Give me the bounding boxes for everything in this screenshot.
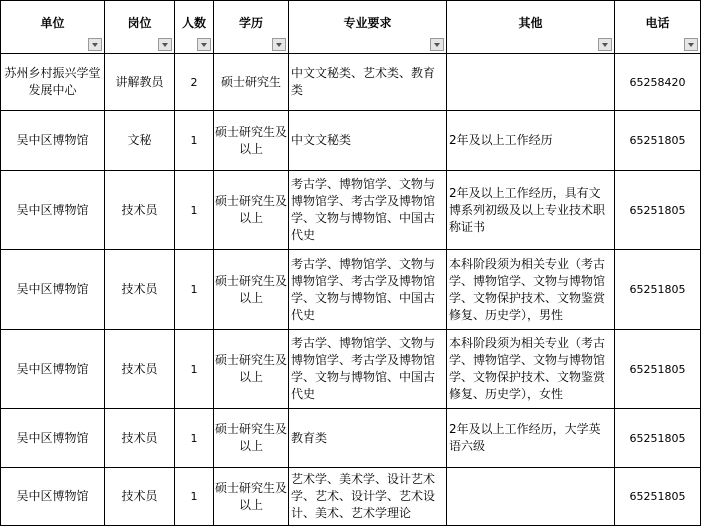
cell-position[interactable]: 技术员	[105, 468, 175, 526]
cell-education[interactable]: 硕士研究生及以上	[214, 468, 289, 526]
header-row	[1, 1, 701, 54]
header-unit	[1, 1, 105, 54]
filter-dropdown-button[interactable]	[158, 38, 172, 51]
chevron-down-icon	[162, 43, 168, 47]
table-row	[1, 54, 701, 111]
cell-phone[interactable]: 65251805	[615, 250, 701, 330]
cell-unit[interactable]: 苏州乡村振兴学堂发展中心	[1, 54, 105, 111]
header-major	[289, 1, 447, 54]
cell-other[interactable]: 2年及以上工作经历，大学英语六级	[447, 409, 615, 468]
cell-other[interactable]	[447, 54, 615, 111]
cell-unit[interactable]: 吴中区博物馆	[1, 250, 105, 330]
cell-count[interactable]: 1	[175, 171, 214, 250]
table-row	[1, 171, 701, 250]
header-education	[214, 1, 289, 54]
filter-dropdown-button[interactable]	[430, 38, 444, 51]
table-row	[1, 330, 701, 409]
cell-phone[interactable]: 65258420	[615, 54, 701, 111]
cell-position[interactable]: 技术员	[105, 171, 175, 250]
cell-phone[interactable]: 65251805	[615, 111, 701, 171]
filter-dropdown-button[interactable]	[88, 38, 102, 51]
header-label: 电话	[645, 15, 670, 30]
cell-unit[interactable]: 吴中区博物馆	[1, 111, 105, 171]
header-position	[105, 1, 175, 54]
filter-dropdown-button[interactable]	[197, 38, 211, 51]
table-row	[1, 111, 701, 171]
table-row	[1, 468, 701, 526]
header-count	[175, 1, 214, 54]
cell-position[interactable]: 技术员	[105, 330, 175, 409]
cell-major[interactable]: 艺术学、美术学、设计艺术学、艺术、设计学、艺术设计、美术、艺术学理论	[289, 468, 447, 526]
chevron-down-icon	[688, 43, 694, 47]
cell-major[interactable]: 考古学、博物馆学、文物与博物馆学、考古学及博物馆学、文物与博物馆、中国古代史	[289, 250, 447, 330]
cell-unit[interactable]: 吴中区博物馆	[1, 409, 105, 468]
cell-education[interactable]: 硕士研究生及以上	[214, 409, 289, 468]
header-other	[447, 1, 615, 54]
cell-count[interactable]: 1	[175, 111, 214, 171]
cell-phone[interactable]: 65251805	[615, 409, 701, 468]
filter-dropdown-button[interactable]	[272, 38, 286, 51]
header-label: 其他	[518, 15, 543, 30]
cell-education[interactable]: 硕士研究生及以上	[214, 111, 289, 171]
cell-count[interactable]: 1	[175, 330, 214, 409]
chevron-down-icon	[92, 43, 98, 47]
chevron-down-icon	[434, 43, 440, 47]
cell-unit[interactable]: 吴中区博物馆	[1, 468, 105, 526]
cell-position[interactable]: 技术员	[105, 250, 175, 330]
filter-dropdown-button[interactable]	[598, 38, 612, 51]
cell-education[interactable]: 硕士研究生及以上	[214, 171, 289, 250]
cell-education[interactable]: 硕士研究生及以上	[214, 250, 289, 330]
chevron-down-icon	[201, 43, 207, 47]
cell-major[interactable]: 教育类	[289, 409, 447, 468]
header-label: 人数	[181, 15, 206, 30]
cell-count[interactable]: 2	[175, 54, 214, 111]
cell-phone[interactable]: 65251805	[615, 330, 701, 409]
cell-other[interactable]: 2年及以上工作经历，具有文博系列初级及以上专业技术职称证书	[447, 171, 615, 250]
chevron-down-icon	[602, 43, 608, 47]
cell-major[interactable]: 中文文秘类	[289, 111, 447, 171]
cell-phone[interactable]: 65251805	[615, 171, 701, 250]
header-label: 岗位	[127, 15, 152, 30]
table-row	[1, 409, 701, 468]
header-phone	[615, 1, 701, 54]
cell-count[interactable]: 1	[175, 409, 214, 468]
cell-count[interactable]: 1	[175, 250, 214, 330]
cell-other[interactable]: 本科阶段须为相关专业（考古学、博物馆学、文物与博物馆学、文物保护技术、文物鉴赏修复、历史学），男性	[447, 250, 615, 330]
cell-other[interactable]: 本科阶段须为相关专业（考古学、博物馆学、文物与博物馆学、文物保护技术、文物鉴赏修复、历史学），女性	[447, 330, 615, 409]
cell-other[interactable]	[447, 468, 615, 526]
cell-other[interactable]: 2年及以上工作经历	[447, 111, 615, 171]
header-label: 学历	[238, 15, 263, 30]
cell-education[interactable]: 硕士研究生	[214, 54, 289, 111]
cell-unit[interactable]: 吴中区博物馆	[1, 330, 105, 409]
chevron-down-icon	[276, 43, 282, 47]
filter-dropdown-button[interactable]	[684, 38, 698, 51]
header-label: 专业要求	[343, 15, 392, 30]
cell-count[interactable]: 1	[175, 468, 214, 526]
cell-major[interactable]: 考古学、博物馆学、文物与博物馆学、考古学及博物馆学、文物与博物馆、中国古代史	[289, 330, 447, 409]
header-label: 单位	[40, 15, 65, 30]
cell-phone[interactable]: 65251805	[615, 468, 701, 526]
cell-major[interactable]: 中文文秘类、艺术类、教育类	[289, 54, 447, 111]
cell-position[interactable]: 文秘	[105, 111, 175, 171]
cell-unit[interactable]: 吴中区博物馆	[1, 171, 105, 250]
table-row	[1, 250, 701, 330]
cell-position[interactable]: 讲解教员	[105, 54, 175, 111]
cell-education[interactable]: 硕士研究生及以上	[214, 330, 289, 409]
cell-position[interactable]: 技术员	[105, 409, 175, 468]
cell-major[interactable]: 考古学、博物馆学、文物与博物馆学、考古学及博物馆学、文物与博物馆、中国古代史	[289, 171, 447, 250]
